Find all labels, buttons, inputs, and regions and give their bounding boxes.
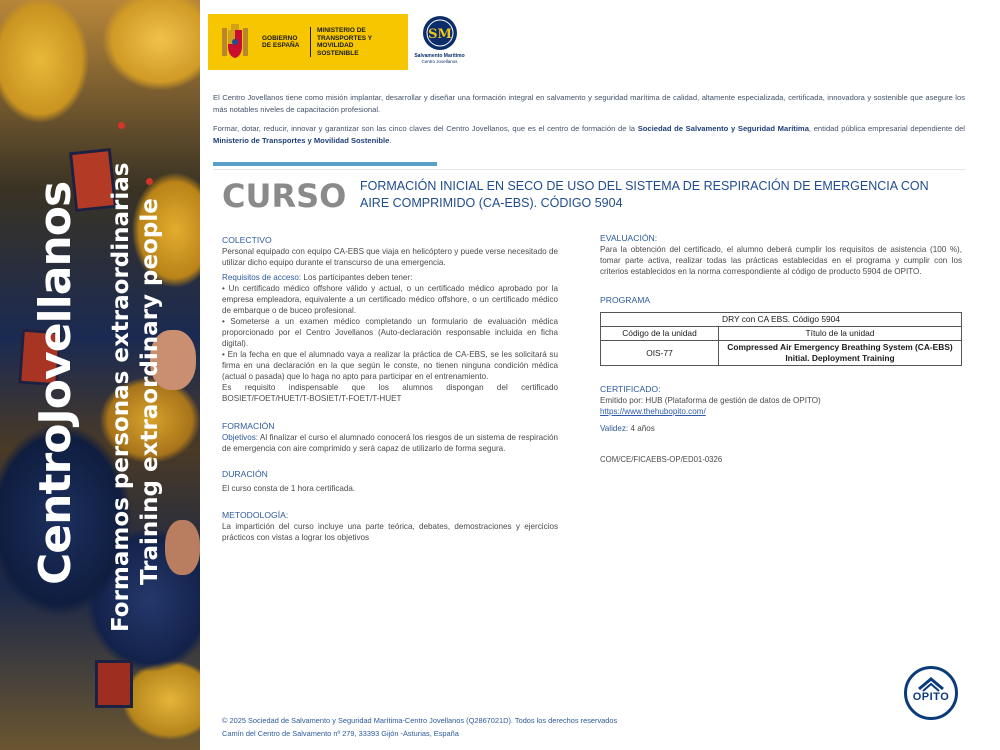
objetivos-label: Objetivos: (222, 433, 258, 442)
intro-text: Formar, dotar, reducir, innovar y garantizar son las cinco claves del Centro Jovellanos, que es el centro de formación de la (213, 124, 638, 133)
coat-of-arms-icon (218, 22, 252, 62)
programa-table (600, 312, 962, 366)
column-header: Título de la unidad (719, 327, 962, 341)
table-title: DRY con CA EBS. Código 5904 (601, 313, 962, 327)
ministry-text: MINISTERIO DE TRANSPORTES Y MOVILIDAD SOSTENIBLE (310, 27, 392, 57)
brand-vertical: CentroJovellanos (30, 181, 81, 585)
slogan-es-vertical: Formamos personas extraordinarias (108, 162, 134, 632)
copyright: © 2025 Sociedad de Salvamento y Seguridad Marítima-Centro Jovellanos (Q2867021D). Todos los derechos reservados (222, 716, 618, 725)
slogan-dot (118, 122, 125, 129)
duracion-text: El curso consta de 1 hora certificada. (222, 484, 356, 493)
requisito-item: • En la fecha en que el alumnado vaya a realizar la práctica de CA-EBS, se les solicitará su firma en una declaración en la que según le conste, no tienen ninguna condición médica (actual o pasada) que lo haga no apto para participar en el entrenamiento. (222, 350, 558, 381)
salvamento-logo (412, 16, 467, 72)
metodologia-heading: METODOLOGÍA: (222, 510, 289, 520)
validez (600, 423, 962, 434)
opito-logo (904, 666, 958, 720)
course-title: FORMACIÓN INICIAL EN SECO DE USO DEL SISTEMA DE RESPIRACIÓN DE EMERGENCIA CON AIRE COMPRIMIDO (CA-EBS). CÓDIGO 5904 (360, 179, 929, 210)
intro-text: . (389, 136, 392, 145)
objetivos-text: Al finalizar el curso el alumnado conocerá los riesgos de un sistema de respiración de emergencia con aire comprimido y será capaz de utilizarlo de forma segura. (222, 433, 558, 453)
evaluacion-heading: EVALUACIÓN: (600, 233, 658, 243)
table-row (601, 341, 962, 366)
colectivo-heading: COLECTIVO (222, 235, 272, 245)
requisitos-label: Requisitos de acceso: (222, 273, 302, 282)
opito-text: OPITO (912, 691, 950, 703)
requisitos-intro: Los participantes deben tener: (301, 273, 413, 282)
photo-face (165, 520, 200, 575)
svg-text:SM: SM (427, 27, 452, 42)
unit-title: Compressed Air Emergency Breathing System (CA-EBS) Initial. Deployment Training (719, 341, 962, 366)
column-header: Código de la unidad (601, 327, 719, 341)
certificado-heading: CERTIFICADO: (600, 384, 661, 394)
objetivos (222, 432, 558, 454)
hub-link[interactable]: https://www.thehubopito.com/ (600, 407, 706, 416)
sm-label: Salvamento Marítimo (414, 53, 465, 59)
formacion-heading: FORMACIÓN (222, 421, 275, 431)
anchor-icon (423, 16, 457, 50)
address: Camín del Centro de Salvamento nº 279, 33393 Gijón -Asturias, España (222, 729, 459, 738)
metodologia-text: La impartición del curso incluye una parte teórica, debates, demostraciones y ejercicios prácticos con vistas a lograr los objetivos (222, 522, 558, 542)
evaluacion-text: Para la obtención del certificado, el alumno deberá cumplir los requisitos de asistencia (100 %), tomar parte activa, realizar todas las prácticas establecidas en el programa y cumplir con los criterios establecidos en la norma correspondiente al código de producto 5904 de OPITO. (600, 245, 962, 276)
validez-label: Validez: (600, 424, 629, 433)
intro-paragraph: El Centro Jovellanos tiene como misión implantar, desarrollar y diseñar una formación integral en salvamento y seguridad marítima de calidad, altamente especializada, certificada, innovadora y sostenible que asegure los más notables niveles de capacitación profesional. (213, 93, 965, 114)
unit-code: OIS-77 (601, 341, 719, 366)
left-column (222, 235, 558, 543)
gobierno-logo (208, 14, 408, 70)
duracion-heading: DURACIÓN (222, 469, 268, 479)
intro-text: , entidad pública empresarial dependiente del (808, 124, 965, 133)
requisito-item: • Un certificado médico offshore válido y actual, o un certificado médico aprobado por la empresa empleadora, equivalente a un certificado médico offshore, o un certificado médico de embarque o de buceo profesional. (222, 284, 558, 315)
opito-wave-icon (907, 673, 955, 693)
sasemar-name: Sociedad de Salvamento y Seguridad Marítima (637, 124, 809, 133)
course-label: CURSO (222, 177, 347, 215)
validez-value: 4 años (628, 424, 655, 433)
intro-paragraph-2 (213, 123, 965, 147)
footer (222, 714, 617, 740)
colectivo-text: Personal equipado con equipo CA-EBS que viaja en helicóptero y puede verse necesitado de utilizar dicho equipo durante el transcurso de una emergencia. (222, 247, 558, 267)
photo-red-patch (95, 660, 133, 708)
gobierno-text: GOBIERNO DE ESPAÑA (262, 34, 300, 49)
ministry-name: Ministerio de Transportes y Movilidad Sostenible (213, 136, 390, 145)
table-header-row (601, 327, 962, 341)
table-title-row (601, 313, 962, 327)
sidebar-photo (0, 0, 200, 750)
programa-heading: PROGRAMA (600, 295, 651, 305)
slogan-dot (146, 178, 153, 185)
certificado-text: Emitido por: HUB (Plataforma de gestión de datos de OPITO) (600, 396, 821, 405)
sm-sublabel: Centro Jovellanos (421, 59, 458, 64)
document-code: COM/CE/FICAEBS-OP/ED01-0326 (600, 455, 723, 464)
right-column (600, 233, 962, 465)
divider (213, 169, 965, 170)
slogan-en-vertical: Training extraordinary people (137, 198, 163, 585)
accent-rule (213, 162, 437, 166)
requisitos (222, 272, 558, 283)
requisito-item: Es requisito indispensable que los alumnos dispongan del certificado BOSIET/FOET/HUET/T-BOSIET/T-FOET/T-HUET (222, 383, 558, 403)
requisito-item: • Someterse a un examen médico completando un formulario de evaluación médica proporcionado por el Centro Jovellanos (Auto-declaración responsable incluida en ficha digital). (222, 317, 558, 348)
